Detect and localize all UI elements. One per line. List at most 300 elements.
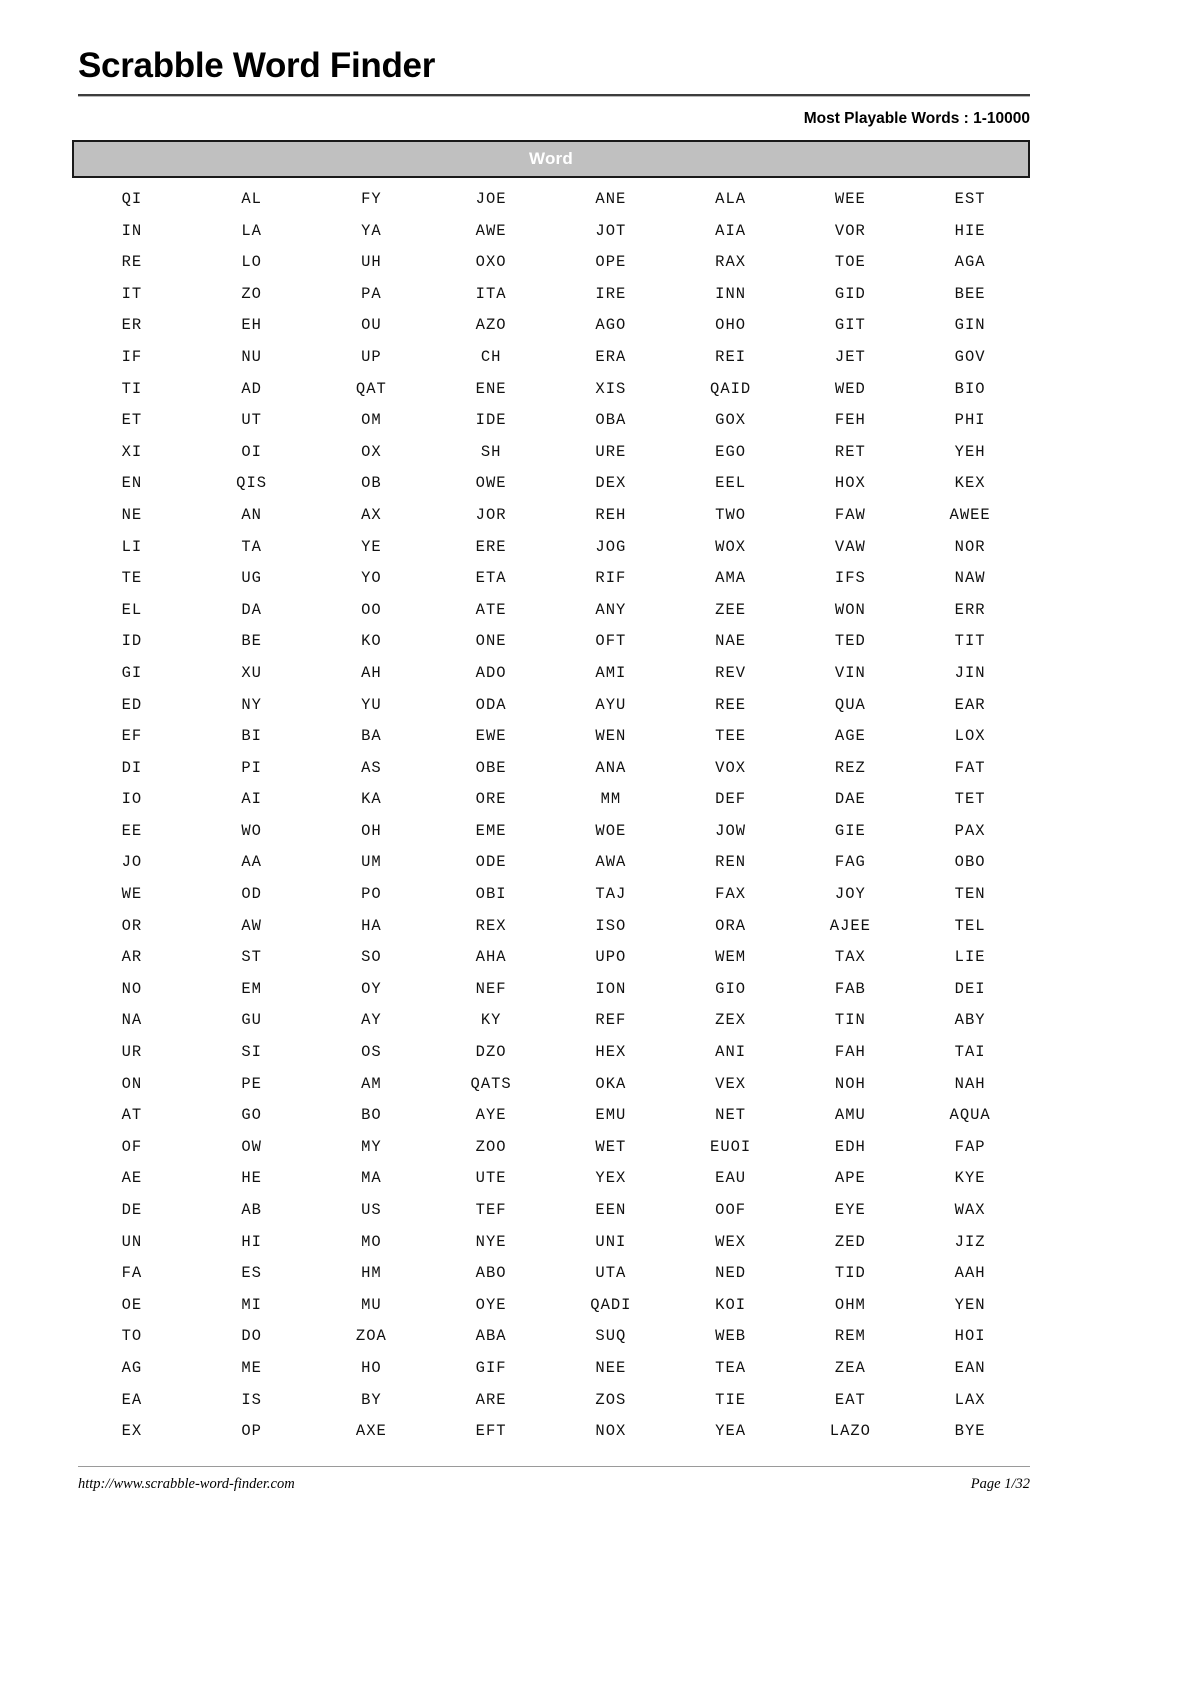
word-cell[interactable]: PA	[361, 284, 382, 303]
word-cell[interactable]: AB	[241, 1201, 262, 1219]
word-cell[interactable]: TEF	[475, 1201, 507, 1219]
word-cell[interactable]: JOR	[475, 505, 507, 524]
word-cell[interactable]: ME	[241, 1358, 262, 1377]
word-cell[interactable]: OS	[361, 1043, 382, 1062]
word-cell[interactable]: BI	[241, 727, 262, 746]
word-cell[interactable]: EYE	[834, 1201, 866, 1219]
word-cell[interactable]: DI	[121, 758, 143, 777]
word-cell[interactable]: QATS	[470, 1074, 512, 1093]
word-cell[interactable]: IFS	[834, 569, 866, 588]
word-cell[interactable]: URE	[595, 442, 627, 461]
word-cell[interactable]: OBI	[475, 885, 507, 904]
word-cell[interactable]: ED	[121, 695, 143, 714]
word-cell[interactable]: IF	[121, 347, 143, 366]
word-cell[interactable]: WEN	[595, 727, 627, 746]
word-cell[interactable]: DEF	[715, 790, 747, 809]
word-cell[interactable]: TET	[954, 790, 986, 809]
word-cell[interactable]: WEM	[715, 948, 747, 967]
word-cell[interactable]: IT	[121, 284, 143, 303]
word-cell[interactable]: PI	[241, 758, 262, 777]
word-cell[interactable]: OFT	[595, 632, 627, 651]
word-cell[interactable]: OWE	[475, 474, 507, 493]
word-cell[interactable]: RE	[121, 253, 143, 272]
word-cell[interactable]: GO	[241, 1106, 262, 1125]
word-cell[interactable]: XU	[241, 663, 262, 682]
word-cell[interactable]: GIN	[954, 316, 986, 335]
word-cell[interactable]: HO	[361, 1358, 382, 1377]
word-cell[interactable]: BY	[361, 1390, 382, 1409]
word-cell[interactable]: WON	[834, 600, 866, 619]
word-cell[interactable]: EFT	[475, 1422, 507, 1441]
word-cell[interactable]: OBO	[954, 853, 986, 872]
word-cell[interactable]: NY	[241, 695, 262, 714]
word-cell[interactable]: NET	[715, 1106, 747, 1125]
word-cell[interactable]: UM	[361, 853, 382, 872]
word-cell[interactable]: QIS	[236, 474, 268, 493]
word-cell[interactable]: AJEE	[829, 916, 871, 935]
word-cell[interactable]: REX	[475, 916, 507, 935]
word-cell[interactable]: BIO	[954, 379, 986, 398]
word-cell[interactable]: NE	[121, 505, 143, 524]
word-cell[interactable]: UG	[241, 569, 262, 588]
word-cell[interactable]: UR	[121, 1043, 143, 1062]
word-cell[interactable]: ANA	[595, 758, 627, 777]
word-cell[interactable]: KOI	[715, 1295, 747, 1314]
word-cell[interactable]: BO	[361, 1106, 382, 1125]
word-cell[interactable]: NOR	[954, 537, 986, 556]
word-cell[interactable]: TE	[121, 569, 143, 588]
word-cell[interactable]: IRE	[595, 284, 627, 303]
word-cell[interactable]: GIO	[715, 979, 747, 998]
word-cell[interactable]: OBA	[595, 411, 627, 430]
word-cell[interactable]: AS	[361, 758, 382, 777]
word-cell[interactable]: WOE	[595, 821, 627, 840]
word-cell[interactable]: KY	[480, 1011, 502, 1030]
word-cell[interactable]: ION	[595, 979, 627, 998]
word-cell[interactable]: JO	[121, 853, 143, 872]
word-cell[interactable]: WE	[121, 885, 143, 904]
word-cell[interactable]: YE	[361, 537, 382, 556]
word-cell[interactable]: AWA	[595, 853, 627, 872]
word-cell[interactable]: KEX	[954, 474, 986, 493]
word-cell[interactable]: OPE	[595, 253, 627, 272]
word-cell[interactable]: TIN	[834, 1011, 866, 1030]
word-cell[interactable]: EWE	[475, 727, 507, 746]
word-cell[interactable]: ETA	[475, 569, 507, 588]
word-cell[interactable]: AT	[121, 1106, 143, 1125]
word-cell[interactable]: PE	[241, 1074, 262, 1093]
word-cell[interactable]: UP	[361, 347, 382, 366]
word-cell[interactable]: JOE	[475, 190, 507, 208]
word-cell[interactable]: REV	[715, 663, 747, 682]
word-cell[interactable]: IN	[121, 221, 143, 240]
word-cell[interactable]: TAI	[954, 1043, 986, 1062]
word-cell[interactable]: OF	[121, 1137, 143, 1156]
word-cell[interactable]: JOG	[595, 537, 627, 556]
word-cell[interactable]: ZEE	[715, 600, 747, 619]
word-cell[interactable]: AHA	[475, 948, 507, 967]
word-cell[interactable]: WEX	[715, 1232, 747, 1251]
word-cell[interactable]: ORE	[475, 790, 507, 809]
word-cell[interactable]: YEH	[954, 442, 986, 461]
word-cell[interactable]: UTA	[595, 1264, 627, 1283]
word-cell[interactable]: TAJ	[595, 885, 627, 904]
word-cell[interactable]: HOI	[954, 1327, 986, 1346]
word-cell[interactable]: HEX	[595, 1043, 627, 1062]
word-cell[interactable]: TOE	[834, 253, 866, 272]
word-cell[interactable]: AAH	[954, 1264, 986, 1283]
word-cell[interactable]: ARE	[475, 1390, 507, 1409]
word-cell[interactable]: TIE	[715, 1390, 747, 1409]
word-cell[interactable]: AL	[241, 190, 262, 208]
word-cell[interactable]: TI	[121, 379, 143, 398]
word-cell[interactable]: AD	[241, 379, 262, 398]
word-cell[interactable]: NYE	[475, 1232, 507, 1251]
word-cell[interactable]: IS	[241, 1390, 262, 1409]
word-cell[interactable]: AGA	[954, 253, 986, 272]
word-cell[interactable]: ONE	[475, 632, 507, 651]
word-cell[interactable]: ER	[121, 316, 143, 335]
word-cell[interactable]: VEX	[715, 1074, 747, 1093]
word-cell[interactable]: TO	[121, 1327, 143, 1346]
word-cell[interactable]: REI	[715, 347, 747, 366]
word-cell[interactable]: MO	[361, 1232, 382, 1251]
word-cell[interactable]: MI	[241, 1295, 262, 1314]
word-cell[interactable]: ENE	[475, 379, 507, 398]
word-cell[interactable]: EX	[121, 1422, 143, 1441]
word-cell[interactable]: ZEX	[715, 1011, 747, 1030]
word-cell[interactable]: OHO	[715, 316, 747, 335]
word-cell[interactable]: REZ	[834, 758, 866, 777]
word-cell[interactable]: YU	[361, 695, 382, 714]
word-cell[interactable]: WAX	[954, 1201, 986, 1219]
word-cell[interactable]: ERE	[475, 537, 507, 556]
word-cell[interactable]: RIF	[595, 569, 627, 588]
word-cell[interactable]: REF	[595, 1011, 627, 1030]
word-cell[interactable]: AYE	[475, 1106, 507, 1125]
word-cell[interactable]: OOF	[715, 1201, 747, 1219]
word-cell[interactable]: ABA	[475, 1327, 507, 1346]
word-cell[interactable]: NOH	[834, 1074, 866, 1093]
word-cell[interactable]: JOW	[715, 821, 747, 840]
word-cell[interactable]: NOX	[595, 1422, 627, 1441]
word-cell[interactable]: GIE	[834, 821, 866, 840]
word-cell[interactable]: ODA	[475, 695, 507, 714]
word-cell[interactable]: DE	[121, 1201, 143, 1219]
word-cell[interactable]: NAW	[954, 569, 986, 588]
word-cell[interactable]: HM	[361, 1264, 382, 1283]
word-cell[interactable]: XI	[121, 442, 143, 461]
word-cell[interactable]: GU	[241, 1011, 262, 1030]
word-cell[interactable]: AWE	[475, 221, 507, 240]
word-cell[interactable]: REN	[715, 853, 747, 872]
word-cell[interactable]: ZOA	[355, 1327, 387, 1346]
footer-site-url[interactable]: http://www.scrabble-word-finder.com	[78, 1476, 295, 1492]
word-cell[interactable]: ODE	[475, 853, 507, 872]
word-cell[interactable]: AWEE	[949, 505, 991, 524]
word-cell[interactable]: OBE	[475, 758, 507, 777]
word-cell[interactable]: EUOI	[710, 1137, 752, 1156]
word-cell[interactable]: ST	[241, 948, 262, 967]
word-cell[interactable]: ANY	[595, 600, 627, 619]
word-cell[interactable]: US	[361, 1201, 382, 1219]
word-cell[interactable]: PO	[361, 885, 382, 904]
word-cell[interactable]: OHM	[834, 1295, 866, 1314]
word-cell[interactable]: WO	[241, 821, 262, 840]
word-cell[interactable]: EE	[121, 821, 143, 840]
word-cell[interactable]: TAX	[834, 948, 866, 967]
word-cell[interactable]: EGO	[715, 442, 747, 461]
word-cell[interactable]: AGE	[834, 727, 866, 746]
word-cell[interactable]: VAW	[834, 537, 866, 556]
word-cell[interactable]: GOV	[954, 347, 986, 366]
word-cell[interactable]: FAB	[834, 979, 866, 998]
word-cell[interactable]: AY	[361, 1011, 382, 1030]
word-cell[interactable]: ABY	[954, 1011, 986, 1030]
word-cell[interactable]: APE	[834, 1169, 866, 1188]
word-cell[interactable]: AE	[121, 1169, 143, 1188]
word-cell[interactable]: QAID	[710, 379, 752, 398]
word-cell[interactable]: OU	[361, 316, 382, 335]
word-cell[interactable]: EA	[121, 1390, 143, 1409]
word-cell[interactable]: MU	[361, 1295, 382, 1314]
word-cell[interactable]: DEX	[595, 474, 627, 493]
word-cell[interactable]: LI	[121, 537, 143, 556]
word-cell[interactable]: JIZ	[954, 1232, 986, 1251]
word-cell[interactable]: NA	[121, 1011, 143, 1030]
word-cell[interactable]: ABO	[475, 1264, 507, 1283]
word-cell[interactable]: ERA	[595, 347, 627, 366]
word-cell[interactable]: PHI	[954, 411, 986, 430]
word-cell[interactable]: EAT	[834, 1390, 866, 1409]
word-cell[interactable]: CH	[480, 347, 502, 366]
word-cell[interactable]: AM	[361, 1074, 382, 1093]
word-cell[interactable]: HOX	[834, 474, 866, 493]
word-cell[interactable]: YEN	[954, 1295, 986, 1314]
word-cell[interactable]: ALA	[715, 190, 747, 208]
word-cell[interactable]: ATE	[475, 600, 507, 619]
word-cell[interactable]: SI	[241, 1043, 262, 1062]
word-cell[interactable]: NAH	[954, 1074, 986, 1093]
word-cell[interactable]: JOY	[834, 885, 866, 904]
word-cell[interactable]: GIT	[834, 316, 866, 335]
word-cell[interactable]: REE	[715, 695, 747, 714]
word-cell[interactable]: UNI	[595, 1232, 627, 1251]
word-cell[interactable]: AXE	[355, 1422, 387, 1441]
word-cell[interactable]: DA	[241, 600, 262, 619]
word-cell[interactable]: BYE	[954, 1422, 986, 1441]
word-cell[interactable]: KA	[361, 790, 382, 809]
word-cell[interactable]: FA	[121, 1264, 143, 1283]
word-cell[interactable]: WED	[834, 379, 866, 398]
word-cell[interactable]: EM	[241, 979, 262, 998]
word-cell[interactable]: AYU	[595, 695, 627, 714]
word-cell[interactable]: ISO	[595, 916, 627, 935]
word-cell[interactable]: UT	[241, 411, 262, 430]
word-cell[interactable]: YEA	[715, 1422, 747, 1441]
word-cell[interactable]: TED	[834, 632, 866, 651]
word-cell[interactable]: NO	[121, 979, 143, 998]
word-cell[interactable]: TEL	[954, 916, 986, 935]
word-cell[interactable]: EL	[121, 600, 143, 619]
word-cell[interactable]: EF	[121, 727, 143, 746]
word-cell[interactable]: OE	[121, 1295, 143, 1314]
word-cell[interactable]: OY	[361, 979, 382, 998]
word-cell[interactable]: REH	[595, 505, 627, 524]
word-cell[interactable]: FAW	[834, 505, 866, 524]
word-cell[interactable]: OH	[361, 821, 382, 840]
word-cell[interactable]: LAZO	[829, 1422, 871, 1441]
word-cell[interactable]: UN	[121, 1232, 143, 1251]
word-cell[interactable]: AMA	[715, 569, 747, 588]
word-cell[interactable]: FY	[361, 190, 382, 208]
word-cell[interactable]: ID	[121, 632, 143, 651]
word-cell[interactable]: QUA	[834, 695, 866, 714]
word-cell[interactable]: IDE	[475, 411, 507, 430]
word-cell[interactable]: VIN	[834, 663, 866, 682]
word-cell[interactable]: LIE	[954, 948, 986, 967]
word-cell[interactable]: BE	[241, 632, 262, 651]
word-cell[interactable]: ZOO	[475, 1137, 507, 1156]
word-cell[interactable]: OM	[361, 411, 382, 430]
word-cell[interactable]: REM	[834, 1327, 866, 1346]
word-cell[interactable]: KYE	[954, 1169, 986, 1188]
word-cell[interactable]: MA	[361, 1169, 382, 1188]
word-cell[interactable]: ANI	[715, 1043, 747, 1062]
word-cell[interactable]: PAX	[954, 821, 986, 840]
word-cell[interactable]: HIE	[954, 221, 986, 240]
word-cell[interactable]: ET	[121, 411, 143, 430]
word-cell[interactable]: ON	[121, 1074, 143, 1093]
word-cell[interactable]: GOX	[715, 411, 747, 430]
word-cell[interactable]: NEE	[595, 1358, 627, 1377]
word-cell[interactable]: EST	[954, 190, 986, 208]
word-cell[interactable]: WOX	[715, 537, 747, 556]
word-cell[interactable]: TEE	[715, 727, 747, 746]
word-cell[interactable]: RAX	[715, 253, 747, 272]
word-cell[interactable]: AN	[241, 505, 262, 524]
word-cell[interactable]: EEL	[715, 474, 747, 493]
word-cell[interactable]: JOT	[595, 221, 627, 240]
word-cell[interactable]: FAP	[954, 1137, 986, 1156]
word-cell[interactable]: OKA	[595, 1074, 627, 1093]
word-cell[interactable]: XIS	[595, 379, 627, 398]
word-cell[interactable]: YEX	[595, 1169, 627, 1188]
word-cell[interactable]: MY	[361, 1137, 382, 1156]
word-cell[interactable]: OR	[121, 916, 143, 935]
word-cell[interactable]: UPO	[595, 948, 627, 967]
word-cell[interactable]: DO	[241, 1327, 262, 1346]
word-cell[interactable]: AW	[241, 916, 262, 935]
word-cell[interactable]: UTE	[475, 1169, 507, 1188]
word-cell[interactable]: NU	[241, 347, 262, 366]
word-cell[interactable]: VOX	[715, 758, 747, 777]
word-cell[interactable]: TWO	[715, 505, 747, 524]
word-cell[interactable]: AMU	[834, 1106, 866, 1125]
word-cell[interactable]: IO	[121, 790, 143, 809]
word-cell[interactable]: NEF	[475, 979, 507, 998]
word-cell[interactable]: AH	[361, 663, 382, 682]
word-cell[interactable]: QADI	[590, 1295, 632, 1314]
word-cell[interactable]: SH	[480, 442, 502, 461]
word-cell[interactable]: WET	[595, 1137, 627, 1156]
word-cell[interactable]: OYE	[475, 1295, 507, 1314]
word-cell[interactable]: OD	[241, 885, 262, 904]
word-cell[interactable]: ADO	[475, 663, 507, 682]
word-cell[interactable]: TIT	[954, 632, 986, 651]
word-cell[interactable]: FAH	[834, 1043, 866, 1062]
word-cell[interactable]: TEA	[715, 1358, 747, 1377]
word-cell[interactable]: TEN	[954, 885, 986, 904]
word-cell[interactable]: NAE	[715, 632, 747, 651]
word-cell[interactable]: WEE	[834, 190, 866, 208]
word-cell[interactable]: EME	[475, 821, 507, 840]
word-cell[interactable]: MM	[600, 790, 622, 809]
word-cell[interactable]: AGO	[595, 316, 627, 335]
word-cell[interactable]: ZEA	[834, 1358, 866, 1377]
word-cell[interactable]: AI	[241, 790, 262, 809]
word-cell[interactable]: EMU	[595, 1106, 627, 1125]
word-cell[interactable]: OW	[241, 1137, 262, 1156]
word-cell[interactable]: HI	[241, 1232, 262, 1251]
word-cell[interactable]: OI	[241, 442, 262, 461]
word-cell[interactable]: EN	[121, 474, 143, 493]
word-cell[interactable]: KO	[361, 632, 382, 651]
word-cell[interactable]: LAX	[954, 1390, 986, 1409]
word-cell[interactable]: FAG	[834, 853, 866, 872]
word-cell[interactable]: JET	[834, 347, 866, 366]
word-cell[interactable]: GI	[121, 663, 143, 682]
word-cell[interactable]: YA	[361, 221, 382, 240]
word-cell[interactable]: ZOS	[595, 1390, 627, 1409]
word-cell[interactable]: AZO	[475, 316, 507, 335]
word-cell[interactable]: GIF	[475, 1358, 507, 1377]
word-cell[interactable]: BEE	[954, 284, 986, 303]
word-cell[interactable]: LA	[241, 221, 262, 240]
word-cell[interactable]: EEN	[595, 1201, 627, 1219]
word-cell[interactable]: BA	[361, 727, 382, 746]
word-cell[interactable]: TA	[241, 537, 262, 556]
word-cell[interactable]: EAR	[954, 695, 986, 714]
word-cell[interactable]: AR	[121, 948, 143, 967]
word-cell[interactable]: LOX	[954, 727, 986, 746]
word-cell[interactable]: AX	[361, 505, 382, 524]
word-cell[interactable]: EAN	[954, 1358, 986, 1377]
word-cell[interactable]: FEH	[834, 411, 866, 430]
word-cell[interactable]: QAT	[355, 379, 387, 398]
word-cell[interactable]: OB	[361, 474, 382, 493]
word-cell[interactable]: FAT	[954, 758, 986, 777]
word-cell[interactable]: AG	[121, 1358, 143, 1377]
word-cell[interactable]: DAE	[834, 790, 866, 809]
word-cell[interactable]: INN	[715, 284, 747, 303]
word-cell[interactable]: YO	[361, 569, 382, 588]
word-cell[interactable]: UH	[361, 253, 382, 272]
word-cell[interactable]: LO	[241, 253, 262, 272]
word-cell[interactable]: ITA	[475, 284, 507, 303]
word-cell[interactable]: HA	[361, 916, 382, 935]
word-cell[interactable]: RET	[834, 442, 866, 461]
word-cell[interactable]: SO	[361, 948, 382, 967]
word-cell[interactable]: AMI	[595, 663, 627, 682]
word-cell[interactable]: EH	[241, 316, 262, 335]
word-cell[interactable]: GID	[834, 284, 866, 303]
word-cell[interactable]: OP	[241, 1422, 262, 1441]
word-cell[interactable]: AIA	[715, 221, 747, 240]
word-cell[interactable]: HE	[241, 1169, 262, 1188]
word-cell[interactable]: VOR	[834, 221, 866, 240]
word-cell[interactable]: ES	[241, 1264, 262, 1283]
